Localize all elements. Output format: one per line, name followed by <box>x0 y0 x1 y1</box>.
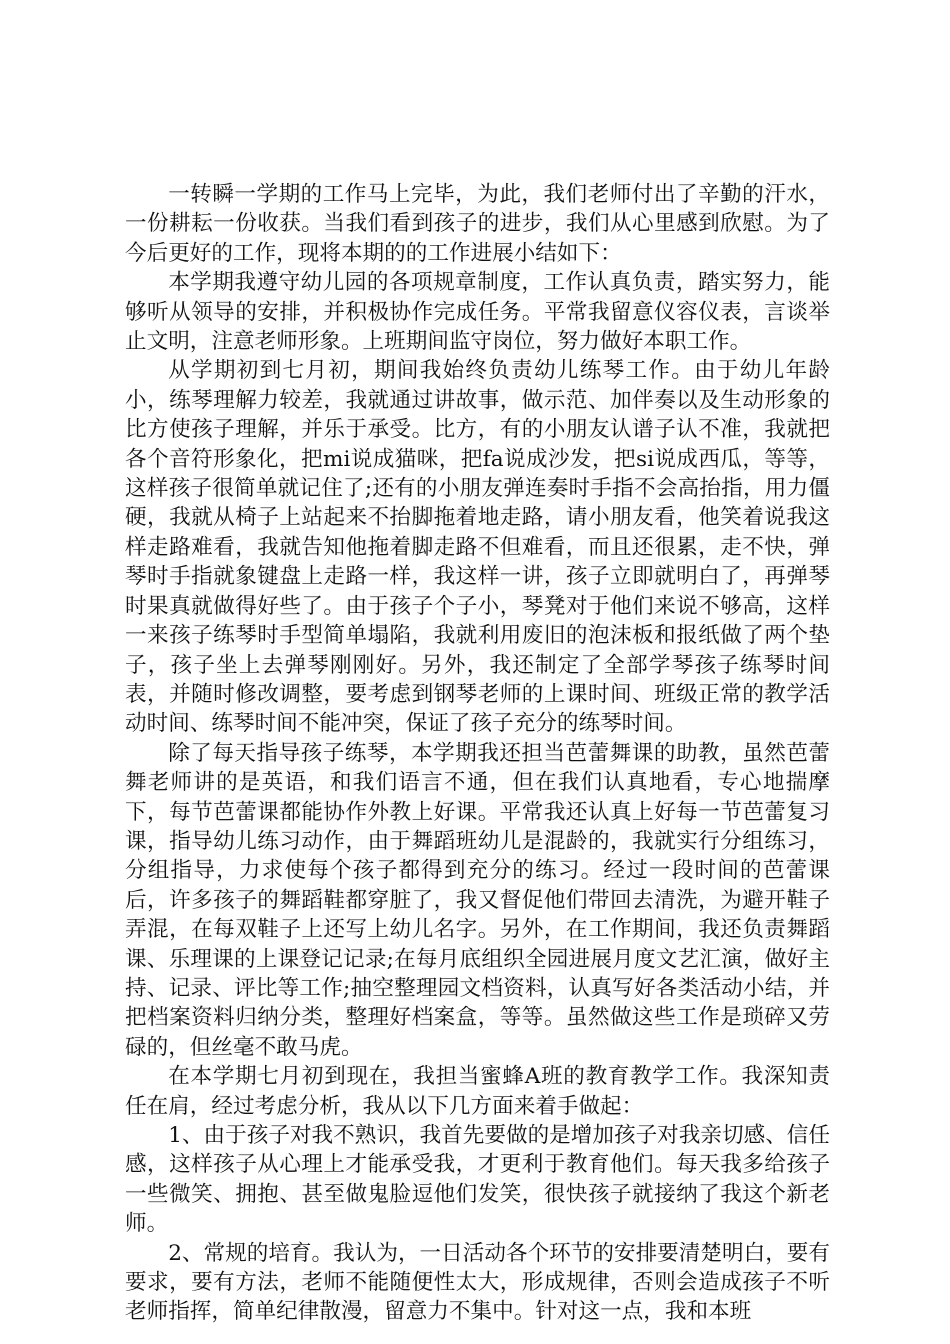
paragraph-intro: 一转瞬一学期的工作马上完毕，为此，我们老师付出了辛勤的汗水，一份耕耘一份收获。当我们看到孩子的进步，我们从心里感到欣慰。为了今后更好的工作，现将本期的的工作进展小结如下： <box>125 182 830 266</box>
paragraph-ballet-assistant: 除了每天指导孩子练琴，本学期我还担当芭蕾舞课的助教，虽然芭蕾舞老师讲的是英语，和我们语言不通，但在我们认真地看，专心地揣摩下，每节芭蕾课都能协作外教上好课。平常我还认真上好每一节芭蕾复习课，指导幼儿练习动作，由于舞蹈班幼儿是混龄的，我就实行分组练习，分组指导，力求使每个孩子都得到充分的练习。经过一段时间的芭蕾课后，许多孩子的舞蹈鞋都穿脏了，我又督促他们带回去清洗，为避开鞋子弄混，在每双鞋子上还写上幼儿名字。另外，在工作期间，我还负责舞蹈课、乐理课的上课登记记录;在每月底组织全园进展月度文艺汇演，做好主持、记录、评比等工作;抽空整理园文档资料，认真写好各类活动小结，并把档案资料归纳分类，整理好档案盒，等等。虽然做这些工作是琐碎又劳碌的，但丝毫不敢马虎。 <box>125 740 830 1060</box>
paragraph-discipline: 本学期我遵守幼儿园的各项规章制度，工作认真负责，踏实努力，能够听从领导的安排，并积极协作完成任务。平常我留意仪容仪表，言谈举止文明，注意老师形象。上班期间监守岗位，努力做好本职工作。 <box>125 270 830 355</box>
paragraph-point-2: 2、常规的培育。我认为，一日活动各个环节的安排要清楚明白，要有要求，要有方法，老师不能随便性太大，形成规律，否则会造成孩子不听老师指挥，简单纪律散漫，留意力不集中。针对这一点，我和本班 <box>125 1240 830 1325</box>
document-body <box>125 180 830 1327</box>
paragraph-piano-practice: 从学期初到七月初，期间我始终负责幼儿练琴工作。由于幼儿年龄小，练琴理解力较差，我就通过讲故事，做示范、加伴奏以及生动形象的比方使孩子理解，并乐于承受。比方，有的小朋友认谱子认不准，我就把各个音符形象化，把mi说成猫咪，把fa说成沙发，把si说成西瓜，等等，这样孩子很简单就记住了;还有的小朋友弹连奏时手指不会高抬指，用力僵硬，我就从椅子上站起来不抬脚拖着地走路，请小朋友看，他笑着说我这样走路难看，我就告知他拖着脚走路不但难看，而且还很累，走不快，弹琴时手指就象键盘上走路一样，我这样一讲，孩子立即就明白了，再弹琴时果真就做得好些了。由于孩子个子小，琴凳对于他们来说不够高，这样一来孩子练琴时手型简单塌陷，我就利用废旧的泡沫板和报纸做了两个垫子，孩子坐上去弹琴刚刚好。另外，我还制定了全部学琴孩子练琴时间表，并随时修改调整，要考虑到钢琴老师的上课时间、班级正常的教学活动时间、练琴时间不能冲突，保证了孩子充分的练琴时间。 <box>125 358 830 737</box>
paragraph-class-a-work: 在本学期七月初到现在，我担当蜜蜂A班的教育教学工作。我深知责任在肩，经过考虑分析，我从以下几方面来着手做起： <box>125 1064 830 1119</box>
paragraph-point-1: 1、由于孩子对我不熟识，我首先要做的是增加孩子对我亲切感、信任感，这样孩子从心理上才能承受我，才更利于教育他们。每天我多给孩子一些微笑、拥抱、甚至做鬼脸逗他们发笑，很快孩子就接纳了我这个新老师。 <box>125 1123 830 1237</box>
